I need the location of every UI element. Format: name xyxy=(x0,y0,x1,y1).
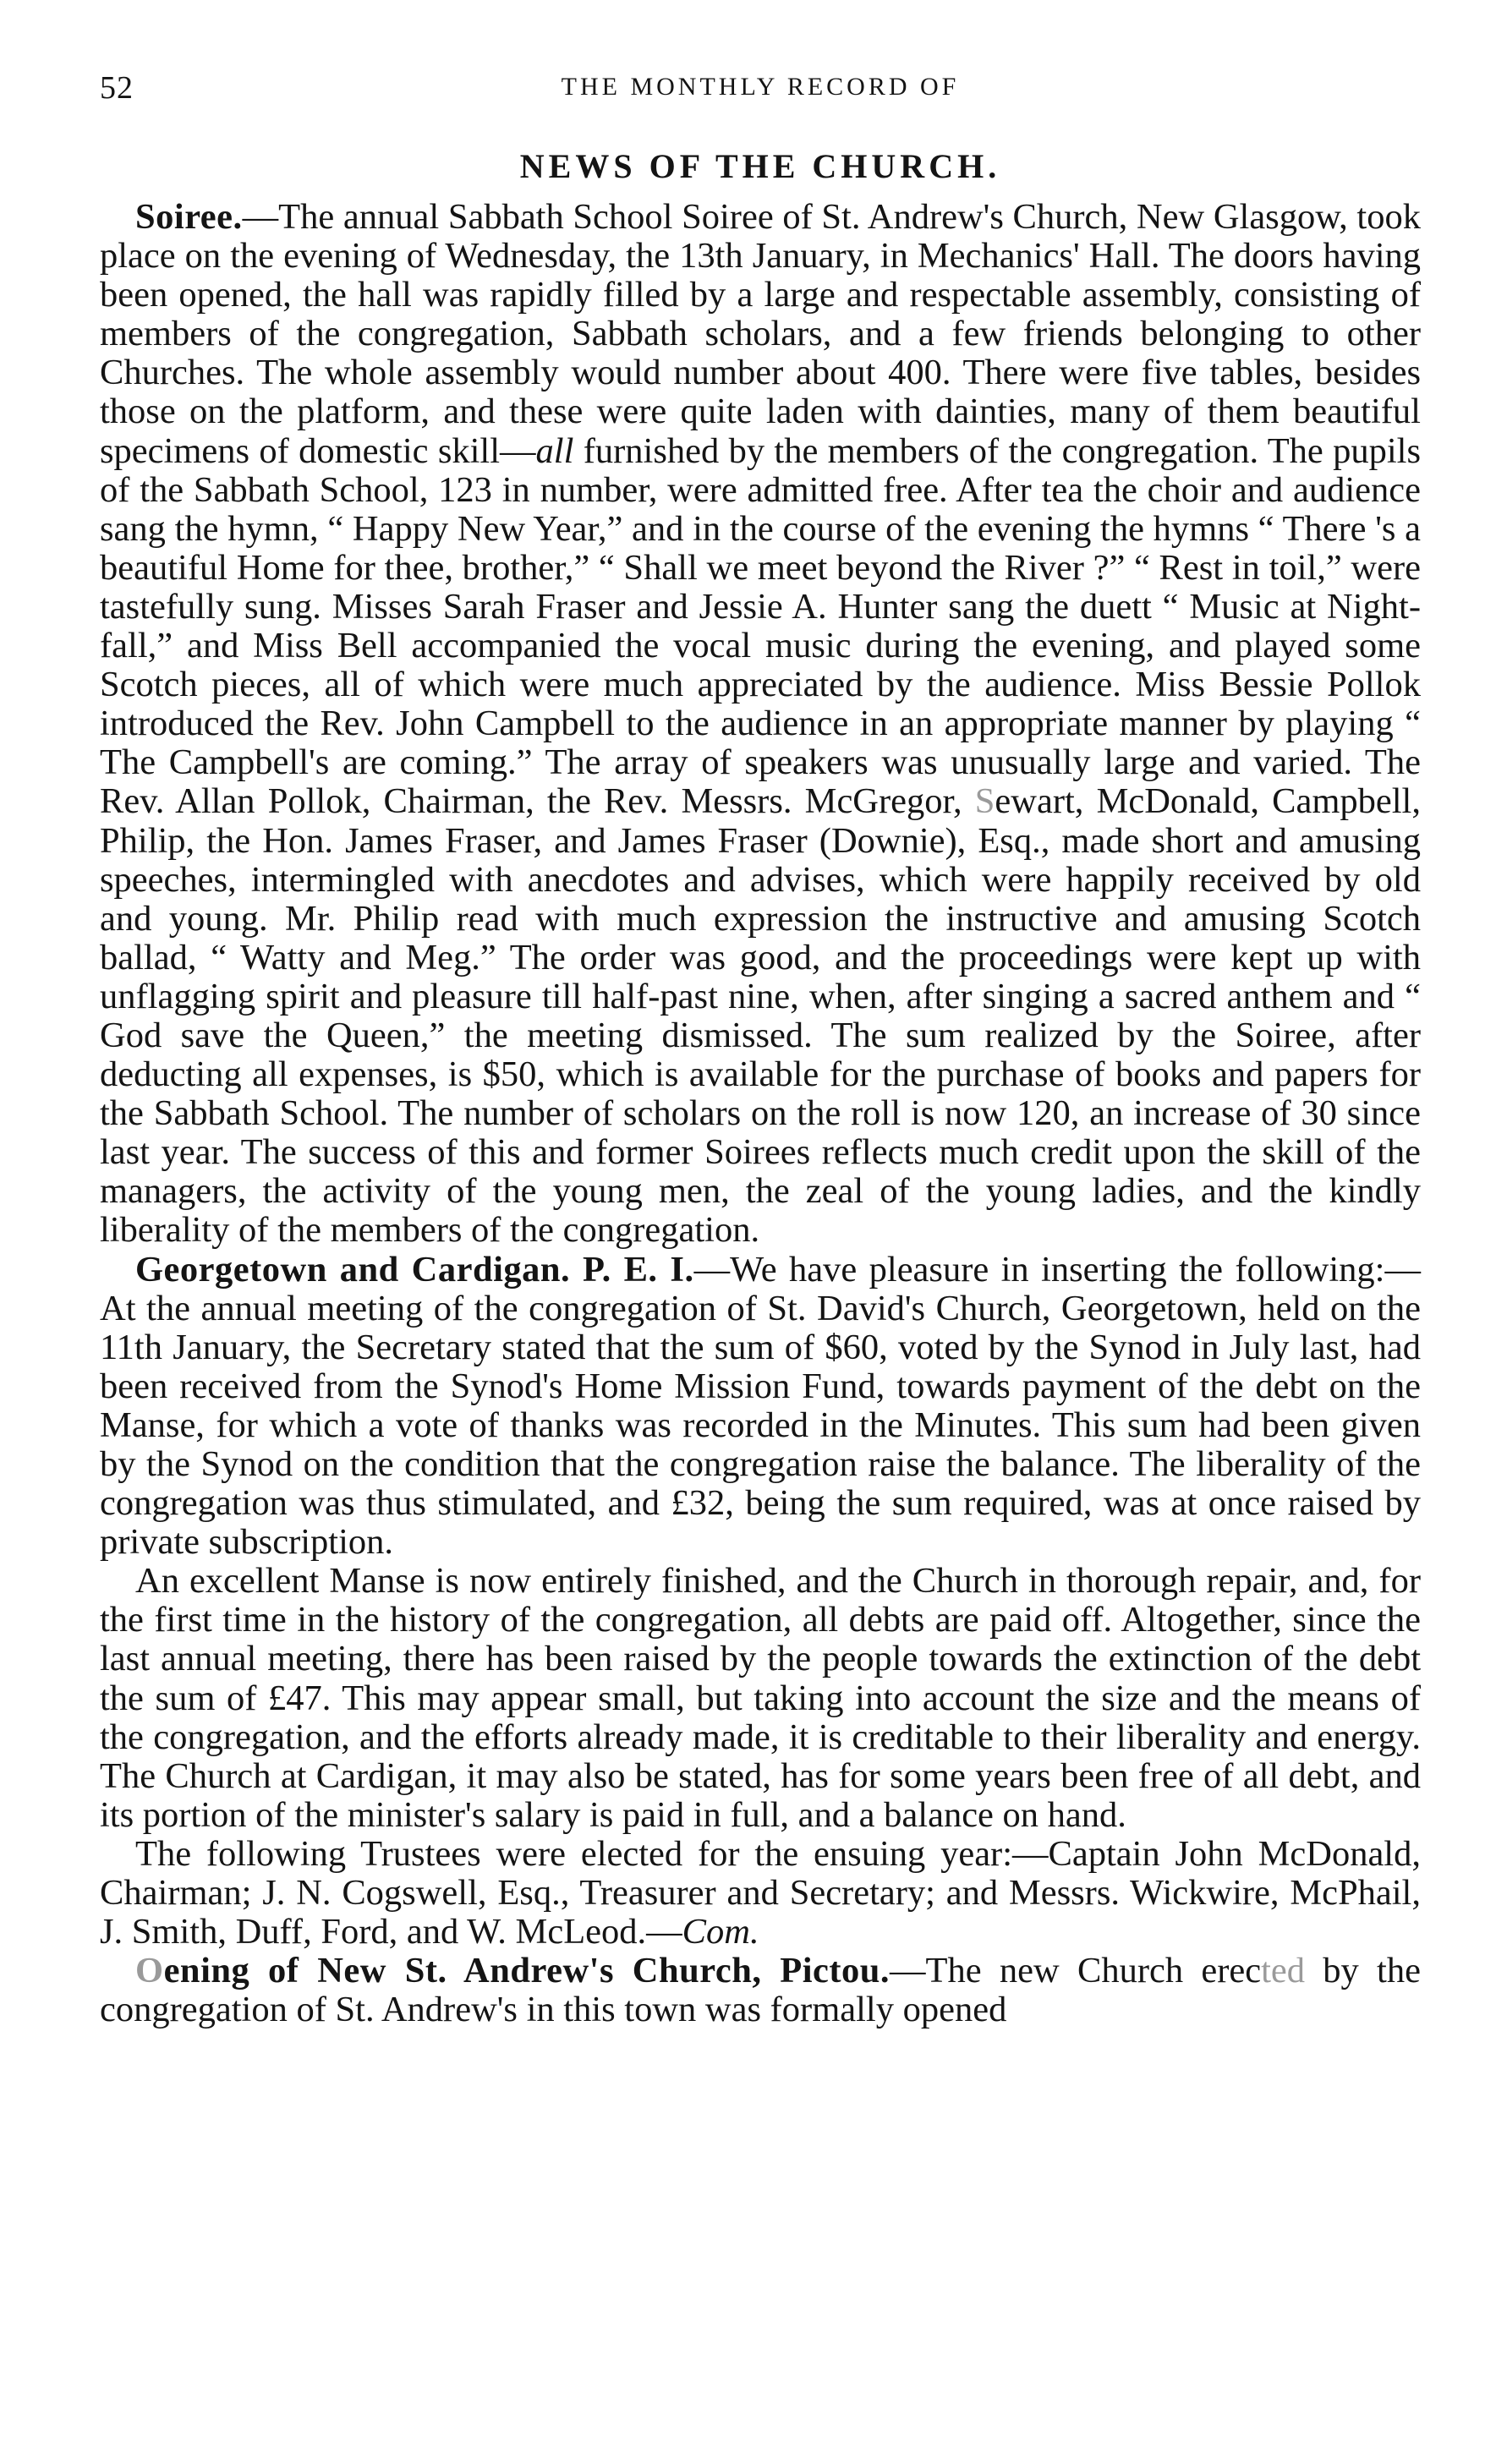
text-column xyxy=(100,145,1421,2029)
article-text: by the congregation of St. Andrew's in this town was formally opened xyxy=(100,1951,1421,2030)
article-heading: Soiree. xyxy=(135,197,243,237)
faded-text: ted xyxy=(1261,1951,1306,1991)
article-georgetown xyxy=(100,1251,1421,1563)
faded-text: S xyxy=(974,781,995,822)
article-text: —The new Church erec xyxy=(890,1951,1262,1991)
running-head xyxy=(100,69,1421,112)
article-heading: ening of New St. Andrew's Church, Pictou. xyxy=(163,1951,890,1991)
article-text: —The annual Sabbath School Soiree of St. Andrew's Church, New Glasgow, took place on the evening of Wednesday, the 13th January, in Mechanics' Hall. The doors having been opened, the hall was rapidly filled by a large and respectable assembly, consisting of members of the congregation, Sabbath scholars, and a few friends belonging to other Churches. The whole assembly would number about 400. There were five tables, besides those on the platform, and these were quite laden with dainties, many of them beautiful specimens of domestic skill— xyxy=(100,197,1421,471)
article-soiree xyxy=(100,198,1421,1251)
section-title: NEWS OF THE CHURCH. xyxy=(519,147,1001,185)
running-title: THE MONTHLY RECORD OF xyxy=(561,73,960,101)
emphasis-text: Com. xyxy=(682,1912,759,1952)
article-text: ewart, McDonald, Campbell, Philip, the Hon. James Fraser, and James Fraser (Downie), Esq., made short and amusing speeches, intermingled with anecdotes and advises, which were happily received by old and young. Mr. Philip read with much expression the instructive and amusing Scotch ballad, “ Watty and Meg.” The order was good, and the proceedings were kept up with unflagging spirit and pleasure till half-past nine, when, after singing a sacred anthem and “ God save the Queen,” the meeting dismissed. The sum realized by the Soiree, after deducting all expenses, is $50, which is available for the purchase of books and papers for the Sabbath School. The number of scholars on the roll is now 120, an increase of 30 since last year. The success of this and former Soirees reflects much credit upon the skill of the managers, the activity of the young men, the zeal of the young ladies, and the kindly liberality of the members of the congregation. xyxy=(100,781,1421,1251)
page-number: 52 xyxy=(100,70,134,106)
article-pictou xyxy=(100,1952,1421,2029)
article-text: The following Trustees were elected for the ensuing year:—Captain John McDonald, Chairman; J. N. Cogswell, Esq., Treasurer and Secretary; and Messrs. Wickwire, McPhail, J. Smith, Duff, Ford, and W. McLeod.— xyxy=(100,1833,1421,1952)
article-text: furnished by the members of the congregation. The pupils of the Sabbath School, 123 in number, were admitted free. After tea the choir and audience sang the hymn, “ Happy New Year,” and in the course of the evening the hymns “ There 's a beautiful Home for thee, brother,” “ Shall we meet beyond the River ?” “ Rest in toil,” were tastefully sung. Misses Sarah Fraser and Jessie A. Hunter sang the duett “ Music at Night-fall,” and Miss Bell accompanied the vocal music during the evening, and played some Scotch pieces, all of which were much appreciated by the audience. Miss Bessie Pollok introduced the Rev. John Campbell to the audience in an appropriate manner by playing “ The Campbell's are coming.” The array of speakers was unusually large and varied. The Rev. Allan Pollok, Chairman, the Rev. Messrs. McGregor, xyxy=(100,430,1422,822)
article-paragraph: An excellent Manse is now entirely finished, and the Church in thorough repair, and, for the first time in the history of the congregation, all debts are paid off. Altogether, since the last annual meeting, there has been raised by the people towards the extinction of the debt the sum of £47. This may appear small, but taking into account the size and the means of the congregation, and the efforts already made, it is creditable to their liberality and energy. The Church at Cardigan, it may also be stated, has for some years been free of all debt, and its portion of the minister's salary is paid in full, and a balance on hand. xyxy=(100,1561,1421,1835)
article-text: —We have pleasure in inserting the following:—At the annual meeting of the congregation of St. David's Church, Georgetown, held on the 11th January, the Secretary stated that the sum of $60, voted by the Synod in July last, had been received from the Synod's Home Mission Fund, towards payment of the debt on the Manse, for which a vote of thanks was recorded in the Minutes. This sum had been given by the Synod on the condition that the congregation raise the balance. The liberality of the congregation was thus stimulated, and £32, being the sum required, was at once raised by private subscription. xyxy=(100,1249,1421,1563)
faded-heading-letter: O xyxy=(135,1951,164,1991)
article-paragraph xyxy=(100,1835,1421,1952)
article-heading: Georgetown and Cardigan. P. E. I. xyxy=(135,1249,694,1289)
emphasis-text: all xyxy=(535,430,574,471)
